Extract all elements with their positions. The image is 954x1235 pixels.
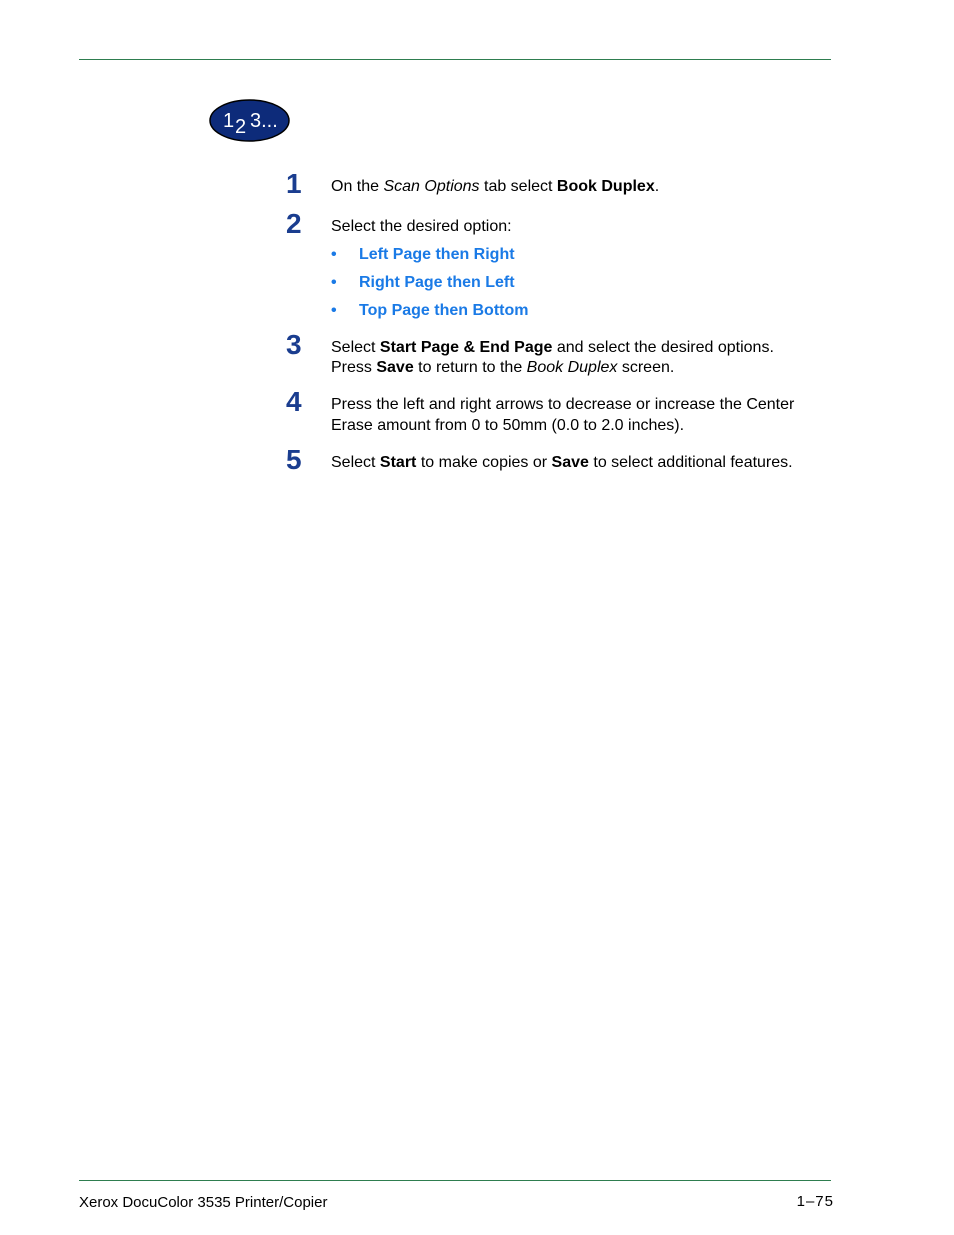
step-5-part-4: Save <box>551 454 589 471</box>
step-5-text <box>331 452 793 473</box>
step-3-part-2b: Save <box>376 359 414 376</box>
step-5-part-2: Start <box>379 454 417 471</box>
step-3-line-1 <box>331 337 774 358</box>
step-3-part-2e: screen. <box>617 359 675 376</box>
badge-digit-2: 2 <box>235 116 247 138</box>
step-5-part-5: to select additional features. <box>588 454 793 471</box>
step-3-part-2a: Press <box>331 359 377 376</box>
option-label: Top Page then Bottom <box>359 302 529 319</box>
header-rule <box>79 59 831 60</box>
option-top-page-then-bottom <box>331 300 528 321</box>
footer-product-name: Xerox DocuColor 3535 Printer/Copier <box>79 1194 328 1211</box>
step-1-text <box>331 176 659 197</box>
bullet-dot: • <box>331 246 337 263</box>
step-1-part-5: . <box>654 178 660 195</box>
step-3-part-2d: Book Duplex <box>526 359 618 376</box>
step-number-5: 5 <box>286 444 302 475</box>
step-4-line-2: Erase amount from 0 to 50mm (0.0 to 2.0 inches). <box>331 417 685 434</box>
step-1-part-2: Scan Options <box>383 178 480 195</box>
step-1-part-4: Book Duplex <box>556 178 655 195</box>
option-right-page-then-left <box>331 272 515 293</box>
step-3-line-2 <box>331 357 674 378</box>
footer-rule <box>79 1180 831 1181</box>
step-3-part-1b: Start Page & End Page <box>379 339 553 356</box>
numbered-steps-icon <box>209 99 290 142</box>
badge-digit-1: 1 <box>223 110 235 132</box>
step-3-part-2c: to return to the <box>413 359 527 376</box>
step-3-part-1a: Select <box>331 339 380 356</box>
step-number-1: 1 <box>286 168 302 199</box>
step-3-part-1c: and select the desired options. <box>552 339 774 356</box>
bullet-dot: • <box>331 274 337 291</box>
step-5-part-1: Select <box>331 454 380 471</box>
option-left-page-then-right <box>331 244 515 265</box>
bullet-dot: • <box>331 302 337 319</box>
step-4-line-1: Press the left and right arrows to decrease or increase the Center <box>331 396 795 413</box>
step-1-part-3: tab select <box>479 178 557 195</box>
step-number-4: 4 <box>286 386 302 417</box>
badge-digit-3: 3... <box>250 110 278 132</box>
option-label: Right Page then Left <box>359 274 515 291</box>
option-label: Left Page then Right <box>359 246 515 263</box>
step-1-part-1: On the <box>331 178 384 195</box>
step-number-2: 2 <box>286 208 302 239</box>
step-number-3: 3 <box>286 329 302 360</box>
footer-page-number: 1–75 <box>796 1193 834 1210</box>
step-5-part-3: to make copies or <box>416 454 552 471</box>
step-2-text: Select the desired option: <box>331 218 512 235</box>
